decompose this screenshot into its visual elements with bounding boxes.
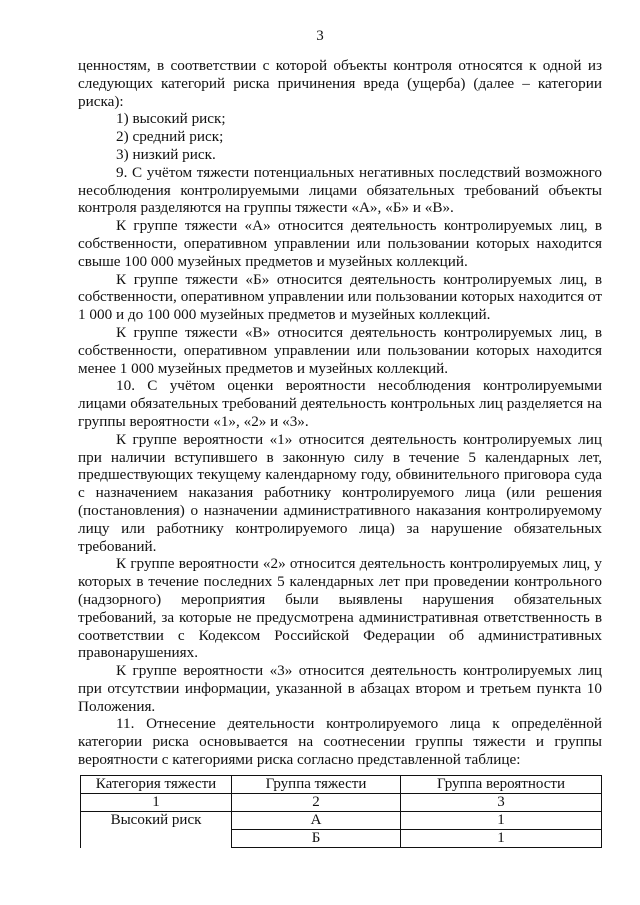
risk-category-table [80, 775, 602, 848]
table-row [81, 812, 602, 830]
list-item: 3) низкий риск. [116, 145, 216, 163]
paragraph: К группе тяжести «В» относится деятельность контролируемых лиц, в собственности, оперативном управлении или пользовании которых находится менее 1 000 музейных предметов и музейных коллекций. [78, 323, 602, 377]
table-numbering-row [81, 794, 602, 812]
paragraph: 9. С учётом тяжести потенциальных негативных последствий возможного несоблюдения контролируемыми лицами обязательных требований объекты контроля разделяются на группы тяжести «А», «Б» и «В». [78, 163, 602, 217]
table-row [81, 830, 602, 848]
paragraph: К группе тяжести «Б» относится деятельность контролируемых лиц, в собственности, оперативном управлении или пользовании которых находится от 1 000 и до 100 000 музейных предметов и музейных коллекций. [78, 270, 602, 324]
page-number: 3 [316, 28, 324, 44]
table-cell: 1 [81, 794, 232, 812]
document-body [78, 57, 602, 769]
paragraph: 10. С учётом оценки вероятности несоблюдения контролируемыми лицами обязательных требований деятельность контрольных лиц разделяется на группы вероятности «1», «2» и «3». [78, 377, 602, 430]
table-header-row [81, 776, 602, 794]
paragraph: К группе вероятности «2» относится деятельность контролируемых лиц, у которых в течение последних 5 календарных лет при проведении контрольного (надзорного) мероприятия были выявлены нарушения обязательных требований, за которые не предусмотрена административная ответственность в соответствии с Кодексом Российской Федерации об административных правонарушениях. [78, 555, 602, 662]
paragraph: К группе вероятности «1» относится деятельность контролируемых лиц при наличии вступившего в законную силу в течение 5 календарных лет, предшествующих текущему календарному году, обвинительного приговора суда с назначением наказания работнику контролируемого лица (или решения (постановления) о назначении административного наказания контролируемому лицу или работнику контролируемого лица) за нарушение обязательных требований. [78, 430, 602, 555]
list-item: 2) средний риск; [116, 128, 224, 146]
table-cell-empty [81, 830, 232, 848]
table-header-cell: Группа тяжести [232, 776, 401, 794]
table-cell: 1 [401, 812, 602, 830]
table-cell: 1 [401, 830, 602, 848]
table-cell: А [232, 812, 401, 830]
table-cell-category: Высокий риск [81, 812, 232, 830]
table-header-cell: Категория тяжести [81, 776, 232, 794]
table-header-cell: Группа вероятности [401, 776, 602, 794]
paragraph: 11. Отнесение деятельности контролируемого лица к определённой категории риска основывается на соотнесении группы тяжести и группы вероятности с категориями риска согласно представленной таблице: [78, 715, 602, 769]
paragraph: ценностям, в соответствии с которой объекты контроля относятся к одной из следующих категорий риска причинения вреда (ущерба) (далее – категории риска): [78, 57, 602, 110]
paragraph: К группе тяжести «А» относится деятельность контролируемых лиц, в собственности, оперативном управлении или пользовании которых находится свыше 100 000 музейных предметов и музейных коллекций. [78, 217, 602, 270]
table-cell: Б [232, 830, 401, 848]
list-item: 1) высокий риск; [116, 110, 226, 128]
table-cell: 3 [401, 794, 602, 812]
table-cell: 2 [232, 794, 401, 812]
paragraph: К группе вероятности «3» относится деятельность контролируемых лиц при отсутствии информации, указанной в абзацах втором и третьем пункта 10 Положения. [78, 662, 602, 715]
